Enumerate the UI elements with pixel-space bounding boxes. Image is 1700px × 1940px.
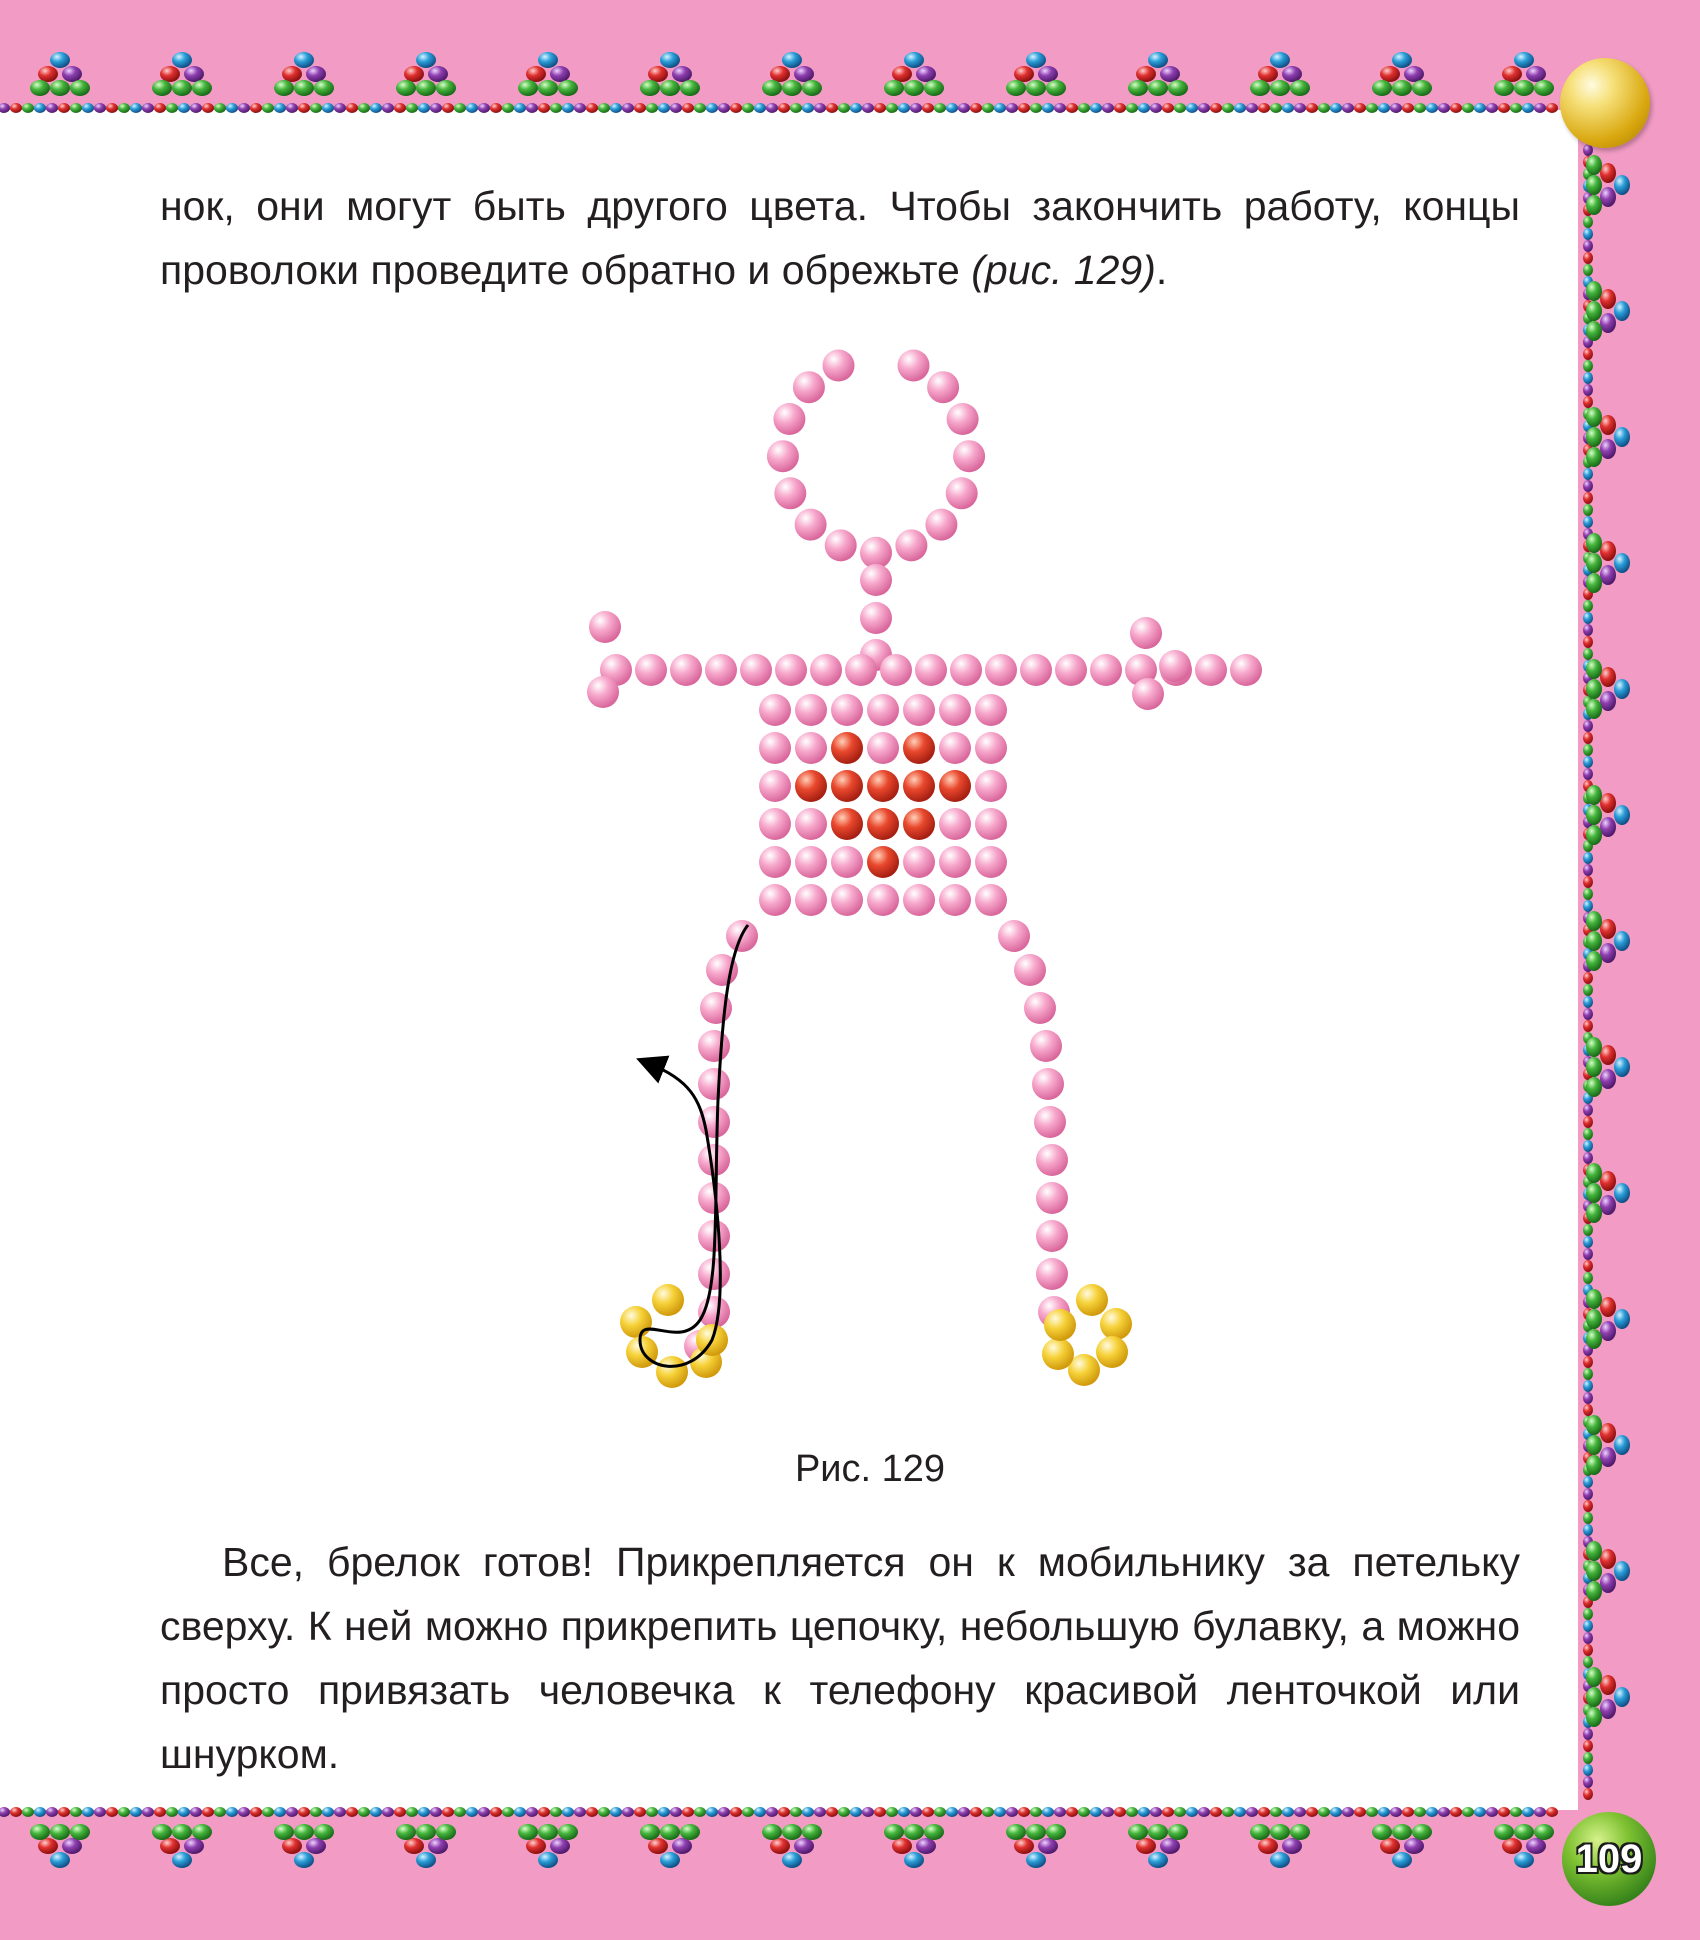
- body-bead: [793, 371, 825, 403]
- body-bead: [795, 694, 827, 726]
- body-bead: [670, 654, 702, 686]
- body-bead: [975, 732, 1007, 764]
- body-bead: [795, 884, 827, 916]
- foot-bead: [1096, 1336, 1128, 1368]
- body-bead: [759, 732, 791, 764]
- body-bead: [903, 846, 935, 878]
- body-bead: [903, 884, 935, 916]
- body-bead: [1036, 1220, 1068, 1252]
- body-bead: [939, 846, 971, 878]
- body-bead: [1024, 992, 1056, 1024]
- figure-reference: (рис. 129): [971, 247, 1156, 293]
- body-bead: [698, 1030, 730, 1062]
- heart-bead: [867, 770, 899, 802]
- body-bead: [831, 884, 863, 916]
- heart-bead: [831, 732, 863, 764]
- body-bead: [975, 770, 1007, 802]
- heart-bead: [831, 770, 863, 802]
- body-bead: [925, 509, 957, 541]
- body-bead: [975, 846, 1007, 878]
- body-bead: [867, 884, 899, 916]
- body-bead: [775, 654, 807, 686]
- body-bead: [795, 808, 827, 840]
- foot-bead: [652, 1284, 684, 1316]
- foot-bead: [1042, 1338, 1074, 1370]
- body-bead: [825, 529, 857, 561]
- foot-bead: [620, 1306, 652, 1338]
- body-bead: [975, 884, 1007, 916]
- body-bead: [1230, 654, 1262, 686]
- body-bead: [1132, 678, 1164, 710]
- body-bead: [860, 564, 892, 596]
- body-bead: [1032, 1068, 1064, 1100]
- heart-bead: [903, 770, 935, 802]
- body-bead: [1036, 1144, 1068, 1176]
- body-bead: [845, 654, 877, 686]
- body-bead: [795, 732, 827, 764]
- body-bead: [831, 694, 863, 726]
- body-bead: [795, 846, 827, 878]
- body-bead: [767, 440, 799, 472]
- body-bead: [953, 440, 985, 472]
- body-bead: [759, 846, 791, 878]
- body-bead: [1034, 1106, 1066, 1138]
- figure-beads: [587, 350, 1262, 1389]
- body-bead: [1030, 1030, 1062, 1062]
- body-bead: [946, 477, 978, 509]
- body-bead: [740, 654, 772, 686]
- body-bead: [1090, 654, 1122, 686]
- body-bead: [1014, 954, 1046, 986]
- body-bead: [1055, 654, 1087, 686]
- body-bead: [810, 654, 842, 686]
- body-bead: [698, 1144, 730, 1176]
- body-bead: [1130, 617, 1162, 649]
- body-bead: [635, 654, 667, 686]
- top-paragraph-end: .: [1155, 247, 1168, 293]
- body-bead: [985, 654, 1017, 686]
- heart-bead: [831, 808, 863, 840]
- body-bead: [927, 371, 959, 403]
- body-bead: [698, 1068, 730, 1100]
- body-bead: [939, 808, 971, 840]
- body-bead: [795, 509, 827, 541]
- body-bead: [880, 654, 912, 686]
- body-bead: [998, 920, 1030, 952]
- body-bead: [774, 477, 806, 509]
- body-bead: [915, 654, 947, 686]
- top-paragraph-text: нок, они могут быть другого цвета. Чтобы закончить работу, концы проволоки проведите обратно и обрежьте: [160, 183, 1520, 293]
- body-bead: [1020, 654, 1052, 686]
- heart-bead: [867, 846, 899, 878]
- body-bead: [589, 611, 621, 643]
- body-bead: [759, 694, 791, 726]
- body-bead: [975, 808, 1007, 840]
- body-bead: [939, 732, 971, 764]
- body-bead: [939, 694, 971, 726]
- body-bead: [860, 602, 892, 634]
- foot-bead: [1076, 1284, 1108, 1316]
- body-bead: [759, 884, 791, 916]
- figure-caption: Рис. 129: [794, 1448, 946, 1490]
- body-bead: [895, 529, 927, 561]
- heart-bead: [867, 808, 899, 840]
- heart-bead: [903, 732, 935, 764]
- body-bead: [950, 654, 982, 686]
- body-bead: [759, 808, 791, 840]
- body-bead: [1036, 1182, 1068, 1214]
- body-bead: [831, 846, 863, 878]
- body-bead: [867, 732, 899, 764]
- body-bead: [1195, 654, 1227, 686]
- heart-bead: [939, 770, 971, 802]
- body-bead: [898, 350, 930, 382]
- page-number-badge: 109: [1562, 1812, 1656, 1906]
- heart-bead: [795, 770, 827, 802]
- body-bead: [1159, 650, 1191, 682]
- body-bead: [759, 770, 791, 802]
- body-bead: [867, 694, 899, 726]
- body-bead: [903, 694, 935, 726]
- body-bead: [587, 676, 619, 708]
- text-paragraph-bottom: Все, брелок готов! Прикрепляется он к мобильнику за петельку сверху. К ней можно прикрепить цепочку, небольшую булавку, а можно просто привязать человечка к телефону красивой ленточкой или шнурком.: [160, 1539, 1520, 1777]
- body-bead: [975, 694, 1007, 726]
- body-bead: [823, 350, 855, 382]
- foot-bead: [1100, 1308, 1132, 1340]
- foot-bead: [1044, 1309, 1076, 1341]
- body-bead: [947, 403, 979, 435]
- body-bead: [705, 654, 737, 686]
- heart-bead: [903, 808, 935, 840]
- body-bead: [939, 884, 971, 916]
- body-bead: [773, 403, 805, 435]
- body-bead: [1036, 1258, 1068, 1290]
- foot-bead: [656, 1356, 688, 1388]
